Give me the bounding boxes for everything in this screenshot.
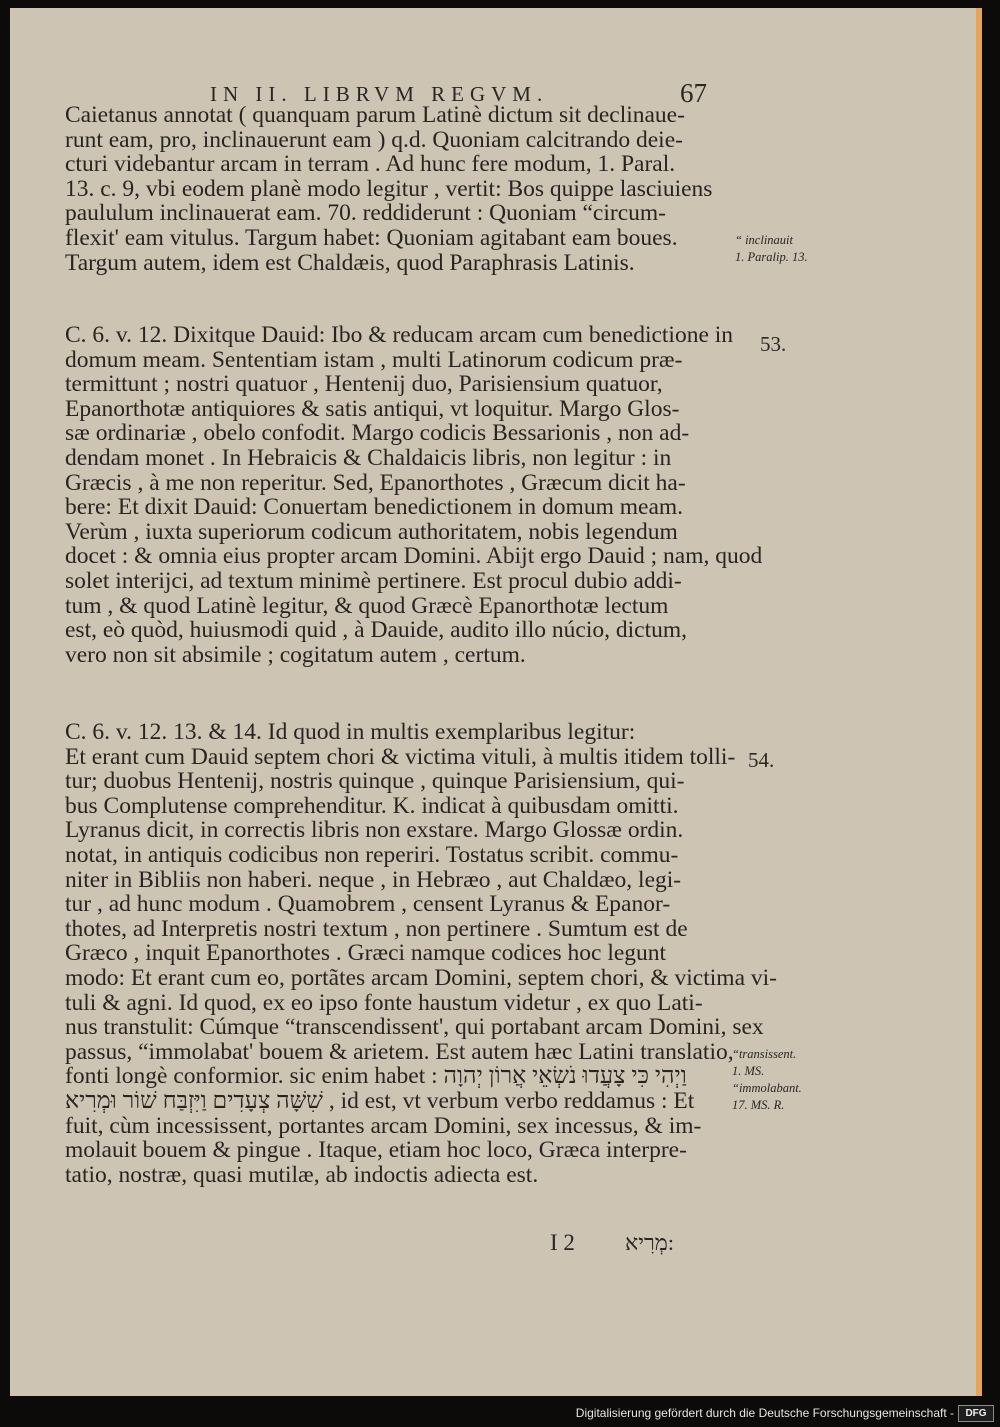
text-line: Epanorthotæ antiquiores & satis antiqui, vt loquitur. Margo Glos- <box>65 395 680 422</box>
text-line: vero non sit absimile ; cogitatum autem , certum. <box>65 641 526 668</box>
text-line: שִׁשָּׁה צְעָדִים וַיִּזְבַּח שׁוֹר וּמְרִיא , id est, vt verbum verbo reddamus : Et <box>65 1087 695 1114</box>
text-line: tuli & agni. Id quod, ex eo ipso fonte haustum videtur , ex quo Lati- <box>65 989 703 1016</box>
text-line: C. 6. v. 12. Dixitque Dauid: Ibo & reducam arcam cum benedictione in <box>65 322 734 348</box>
text-line: Targum autem, idem est Chaldæis, quod Paraphrasis Latinis. <box>65 249 635 276</box>
text-line: Et erant cum Dauid septem chori & victima vituli, à multis itidem tolli- <box>65 743 736 770</box>
text-line: thotes, ad Interpretis nostri textum , non pertinere . Sumtum est de <box>65 915 688 942</box>
text-line: paululum inclinauerat eam. 70. reddiderunt : Quoniam “circum- <box>65 200 667 227</box>
text-line: flexit' eam vitulus. Targum habet: Quoniam agitabant eam boues. <box>65 224 678 251</box>
text-line: Græco , inquit Epanorthotes . Græci namque codices hoc legunt <box>65 940 667 967</box>
text-line: sæ ordinariæ , obelo confodit. Margo codicis Bessarionis , non ad- <box>65 420 690 447</box>
text-line: Græcis , à me non reperitur. Sed, Epanorthotes , Græcum dicit ha- <box>65 469 686 496</box>
marginal-note-line: 1. Paralip. 13. <box>735 250 808 264</box>
text-line: tur , ad hunc modum . Quamobrem , censent Lyranus & Epanor- <box>65 891 671 918</box>
text-line: tum , & quod Latinè legitur, & quod Græcè Epanorthotæ lectum <box>65 592 669 619</box>
paragraph <box>65 103 730 275</box>
text-line: dendam monet . In Hebraicis & Chaldaicis libris, non legitur : in <box>65 444 672 471</box>
marginal-note-line: 1. MS. <box>732 1064 765 1078</box>
text-line: niter in Bibliis non haberi. neque , in Hebræo , aut Chaldæo, legi- <box>65 866 682 893</box>
marginal-note-line: “immolabant. <box>732 1081 802 1095</box>
section-number: 53. <box>760 332 787 356</box>
text-line: docet : & omnia eius propter arcam Domini. Abijt ergo Dauid ; nam, quod <box>65 543 763 570</box>
text-line: passus, “immolabat' bouem & arietem. Est autem hæc Latini translatio, <box>65 1038 734 1065</box>
marginal-note <box>732 1046 802 1114</box>
text-line: C. 6. v. 12. 13. & 14. Id quod in multis exemplaribus legitur: <box>65 719 636 745</box>
text-line: tur; duobus Hentenij, nostris quinque , quinque Parisiensium, qui- <box>65 768 685 795</box>
footer-credit: Digitalisierung gefördert durch die Deutsche Forschungsgemeinschaft - <box>575 1406 954 1420</box>
text-line: termittunt ; nostri quatuor , Hentenij duo, Parisiensium quatuor, <box>65 371 663 398</box>
catchword: מְרִיא: <box>625 1230 674 1255</box>
paragraph <box>65 322 763 668</box>
text-line: bus Complutense comprehenditur. K. indicat à quibusdam omitti. <box>65 792 679 819</box>
text-line: solet interijci, ad textum minimè pertinere. Est procul dubio addi- <box>65 567 682 594</box>
text-line: modo: Et erant cum eo, portãtes arcam Domini, septem chori, & victima vi- <box>65 964 777 991</box>
marginal-note-line: “ inclinauit <box>735 233 793 247</box>
text-line: fonti longè conformior. sic enim habet : וַיְהִי כִּי צָעֲדוּ נֹשְׂאֵי אֲרוֹן יְהוָה <box>65 1063 687 1090</box>
signature-mark: I 2 <box>550 1230 575 1255</box>
text-line: runt eam, pro, inclinauerunt eam ) q.d. Quoniam calcitrando deie- <box>65 126 683 153</box>
marginal-note <box>735 232 808 266</box>
text-line: Verùm , iuxta superiorum codicum authoritatem, nobis legendum <box>65 518 678 545</box>
text-line: est, eò quòd, huiusmodi quid , à Dauide, audito illo núcio, dictum, <box>65 617 688 644</box>
text-line: Caietanus annotat ( quanquam parum Latinè dictum sit declinaue- <box>65 102 685 128</box>
running-title: IN II. LIBRVM REGVM. <box>210 82 549 106</box>
footer-bar <box>0 1400 1000 1427</box>
text-line: bere: Et dixit Dauid: Conuertam benedictionem in domum meam. <box>65 494 684 521</box>
text-line: notat, in antiquis codicibus non reperiri. Tostatus scribit. commu- <box>65 841 679 868</box>
text-line: cturi videbantur arcam in terram . Ad hunc fere modum, 1. Paral. <box>65 151 676 178</box>
page-number: 67 <box>680 78 707 108</box>
marginal-note-line: “transissent. <box>732 1047 797 1061</box>
text-line: nus transtulit: Cúmque “transcendissent', qui portabant arcam Domini, sex <box>65 1014 764 1041</box>
text-line: 13. c. 9, vbi eodem planè modo legitur , vertit: Bos quippe lasciuiens <box>65 175 713 202</box>
marginal-note-line: 17. MS. R. <box>732 1098 785 1112</box>
dfg-logo: DFG <box>958 1405 994 1422</box>
text-line: domum meam. Sententiam istam , multi Latinorum codicum præ- <box>65 346 683 373</box>
text-line: Lyranus dicit, in correctis libris non exstare. Margo Glossæ ordin. <box>65 817 684 844</box>
text-line: tatio, nostræ, quasi mutilæ, ab indoctis adiecta est. <box>65 1161 539 1188</box>
text-line: fuit, cùm incessissent, portantes arcam Domini, sex incessus, & im- <box>65 1112 702 1139</box>
section-number: 54. <box>748 748 775 772</box>
text-line: molauit bouem & pingue . Itaque, etiam hoc loco, Græca interpre- <box>65 1137 687 1164</box>
